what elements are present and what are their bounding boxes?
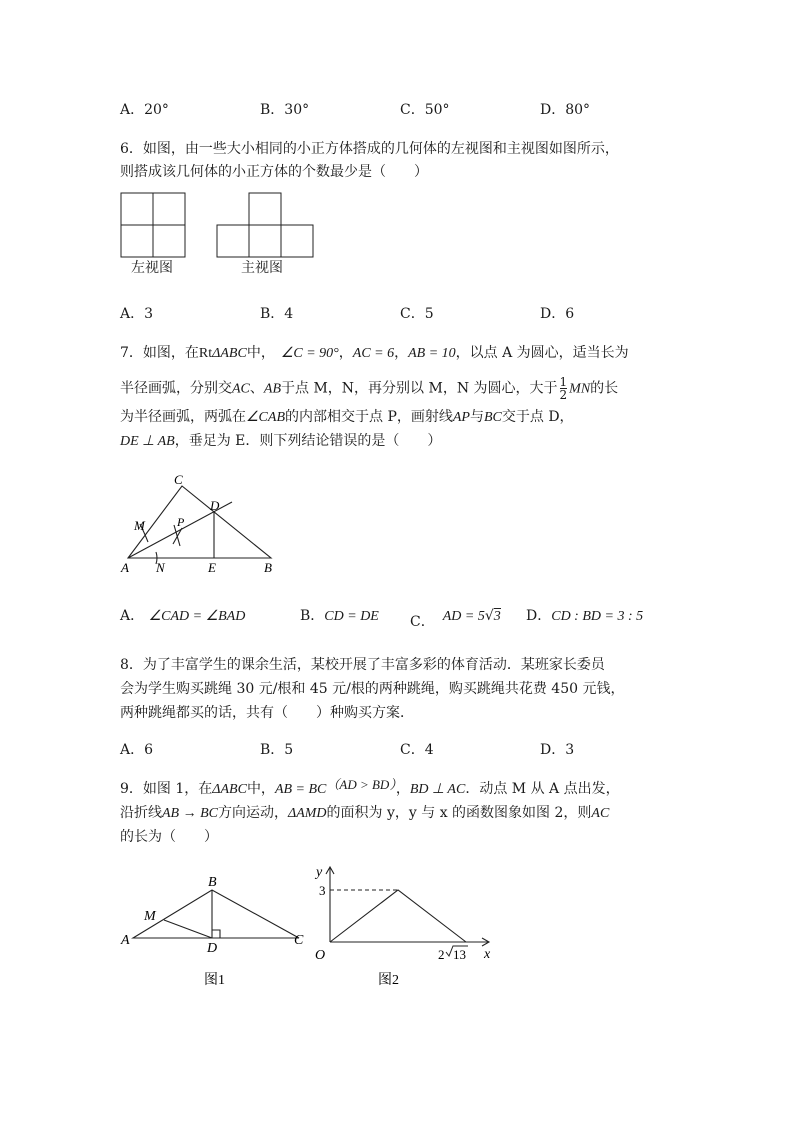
q9-stem-line1: 9．如图 1，在ΔABC中，AB = BC（AD > BD），BD ⊥ AC．动点 M 从 A 点出发， xyxy=(120,777,620,797)
q7-option-c: C． AD = 5√3 xyxy=(410,608,501,630)
q7-label-m: M xyxy=(134,518,145,533)
q9-fig1-label-b: B xyxy=(208,875,217,890)
q5-option-a: A．20° xyxy=(120,102,169,118)
q6-option-a: A．3 xyxy=(120,306,154,322)
q8-option-b: B．5 xyxy=(260,742,294,758)
q9-figure-2 xyxy=(310,862,500,992)
q8-option-d: D．3 xyxy=(540,742,575,758)
q9-fig2-y-label: y xyxy=(316,865,323,880)
q6-front-view-figure xyxy=(216,192,316,260)
q7-frac-den: 2 xyxy=(559,388,568,402)
q9-fig2-caption: 图2 xyxy=(378,973,399,988)
q9-fig1-label-d: D xyxy=(207,941,218,956)
q9-fig2-origin: O xyxy=(315,948,326,963)
q6-left-view-label: 左视图 xyxy=(131,260,173,276)
q9-figure-1 xyxy=(116,872,316,992)
q6-option-c: C．5 xyxy=(400,306,434,322)
q7-stem-line4: DE ⊥ AB，垂足为 E．则下列结论错误的是（ ） xyxy=(120,433,442,449)
q5-option-c: C．50° xyxy=(400,102,450,118)
q6-stem-line2: 则搭成该几何体的小正方体的个数最少是（ ） xyxy=(120,164,428,180)
q7-label-a: A xyxy=(121,560,129,575)
q8-stem-line2: 会为学生购买跳绳 30 元/根和 45 元/根的两种跳绳，购买跳绳共花费 450 元钱， xyxy=(120,681,625,697)
q7-label-n: N xyxy=(156,560,165,575)
q5-option-b: B．30° xyxy=(260,102,310,118)
q7-stem-line3: 为半径画弧，两弧在∠CAB的内部相交于点 P，画射线AP与BC交于点 D， xyxy=(120,409,574,425)
q8-stem-line1: 8．为了丰富学生的课余生活，某校开展了丰富多彩的体育活动．某班家长委员 xyxy=(120,657,605,673)
q7-label-e: E xyxy=(208,560,216,575)
q7-triangle-figure xyxy=(116,470,286,578)
q9-fig2-x-tick-rad: 13 xyxy=(453,947,466,962)
q7-option-a: A． ∠CAD = ∠BAD xyxy=(120,608,246,624)
q7-label-c: C xyxy=(174,472,183,487)
q9-fig1-label-m: M xyxy=(144,909,156,924)
q9-fig1-caption: 图1 xyxy=(204,973,225,988)
q9-fig2-x-tick-coef: 2 xyxy=(438,947,445,962)
q7-label-b: B xyxy=(264,560,272,575)
q7-stem-line1: 7．如图，在RtΔABC中， ∠C = 90°，AC = 6，AB = 10，以点 A 为圆心，适当长为 xyxy=(120,345,629,361)
q9-fig2-y-tick: 3 xyxy=(319,883,326,898)
q7-option-d: D．CD : BD = 3 : 5 xyxy=(526,608,644,624)
q6-left-view-figure xyxy=(120,192,190,260)
q9-stem-line3: 的长为（ ） xyxy=(120,829,218,845)
q7-frac-num: 1 xyxy=(559,375,568,389)
q7-option-b: B．CD = DE xyxy=(300,608,379,624)
q7-stem-line2: 半径画弧，分别交AC、AB于点 M，N，再分别以 M，N 为圆心，大于 $\frac{1}{2}$ MN的长 xyxy=(120,375,619,402)
q6-option-d: D．6 xyxy=(540,306,575,322)
q9-stem-line2: 沿折线AB → BC方向运动，ΔAMD的面积为 y，y 与 x 的函数图象如图 2，则AC xyxy=(120,805,610,821)
q9-fig2-x-label: x xyxy=(484,947,491,962)
q9-fig1-label-c: C xyxy=(294,933,304,948)
q9-fig1-label-a: A xyxy=(121,933,130,948)
q6-stem-line1: 6．如图，由一些大小相同的小正方体搭成的几何体的左视图和主视图如图所示， xyxy=(120,141,619,157)
q5-option-d: D．80° xyxy=(540,102,591,118)
q6-front-view-label: 主视图 xyxy=(241,260,283,276)
q8-stem-line3: 两种跳绳都买的话，共有（ ）种购买方案． xyxy=(120,705,414,721)
q6-option-b: B．4 xyxy=(260,306,294,322)
q7-label-p: P xyxy=(177,515,185,529)
q8-option-c: C．4 xyxy=(400,742,434,758)
q7-label-d: D xyxy=(210,498,220,513)
q8-option-a: A．6 xyxy=(120,742,154,758)
